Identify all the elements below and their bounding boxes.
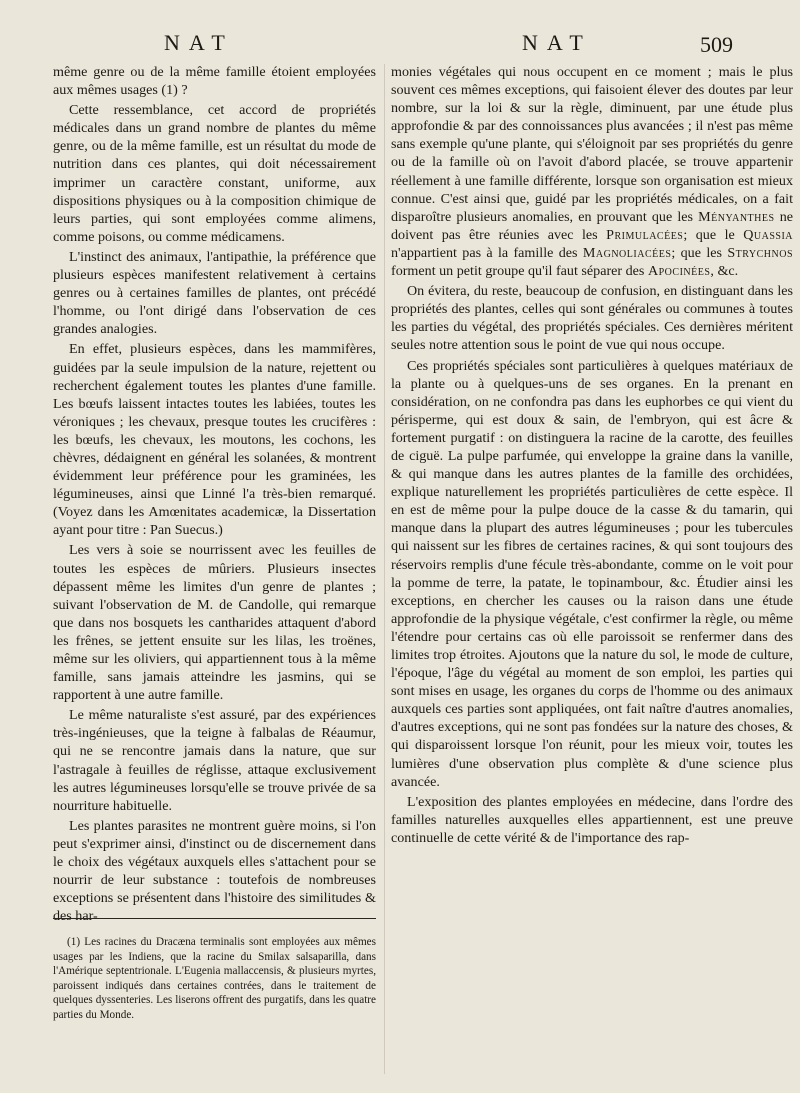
taxon-name: Ményanthes (698, 208, 775, 225)
paragraph: En effet, plusieurs espèces, dans les mammifères, guidées par la seule impulsion de la nature, rejettent ou recherchent également toutes les plantes d'une famille. Les bœufs laissent intactes toutes les labiées, toutes les véroniques ; les chevaux, presque toutes les crucifères : les bœufs, les chevaux, les moutons, les cochons, les chèvres, dédaignent en général les solanées, & montrent évidemment leur préférence pour les graminées, les légumineuses, ainsi que Linné l'a très-bien remarqué. (Voyez dans les Amœnitates academicæ, la Dissertation ayant pour titre : Pan Suecus.) (53, 341, 376, 539)
paragraph-continuation (391, 63, 793, 280)
text-run: n'appartient pas à la famille des (391, 244, 578, 261)
paragraph: Cette ressemblance, cet accord de propriétés médicales dans un grand nombre de plantes du même genre, ou de la même famille, est un résultat du mode de nutrition dans ces plantes, qui doit nécessairement imprimer un caractère constant, uniforme, aux dispositions physiques ou à la composition chimique de leurs parties, qui sont employées comme alimens, comme poisons, ou comme médicamens. (53, 102, 376, 245)
text-run: monies végétales qui nous occupent en ce moment ; mais le plus souvent ces mêmes exceptions, qui faisoient élever des doutes par leur nombre, sur la loi & sur la règle, diminuent, par une étude plus approfondie & par des connoissances plus avancées ; il n'est pas même sans exemple qu'une plante, qui s'éloignoit par ses propriétés du genre ou de la famille où on l'avoit d'abord placée, se trouve appartenir réellement à une famille différente, lorsque son organisation est mieux connue. C'est ainsi que, guidé par les propriétés médicales, on a fait disparoître plusieurs anomalies, en prouvant que les (391, 64, 793, 225)
left-column (53, 63, 376, 925)
paragraph: Les plantes parasites ne montrent guère moins, si l'on peut s'exprimer ainsi, d'instinct ou de discernement dans le choix des végétaux auxquels elles s'attachent pour se nourrir de leur substance : toutefois de nombreuses exceptions se présentent dans l'histoire des similitudes & des har- (53, 817, 376, 925)
footnote: (1) Les racines du Dracæna terminalis sont employées aux mêmes usages par les Indiens, que la racine du Smilax salsaparilla, dans l'Amérique septentrionale. L'Eugenia mallaccensis, & plusieurs myrtes, paroissent indiqués dans certaines contrées, dans le traitement de quelques dyssenteries. Les liserons offrent des purgatifs, dans les quatre parties du Monde. (53, 936, 376, 1021)
footnote-rule (53, 918, 376, 919)
text-run: ne doivent pas être réunies avec les (391, 208, 794, 243)
taxon-name: Apocinées (647, 263, 711, 280)
paragraph: L'instinct des animaux, l'antipathie, la préférence que plusieurs espèces manifestent relativement à certains genres ou à certaines familles de plantes, ont précédé l'homme, ou l'ont dirigé dans l'observation de ces grandes analogies. (53, 248, 376, 338)
paragraph: Ces propriétés spéciales sont particulières à quelques matériaux de la plante ou à quelques-uns de ses organes. En la prenant en considération, on ne confondra pas dans les euphorbes ce qui vient du périsperme, qui est doux & sain, de l'embryon, qui est âcre & fortement purgatif : on distinguera la racine de la carotte, des feuilles de ciguë. La pulpe parfumée, qui enveloppe la graine dans la vanille, & qui manque dans les autres plantes de la famille des orchidées, explique naturellement les propriétés particulières de cette espèce. Il en est de même pour la pulpe douce de la casse & du tamarin, qui manque dans la plupart des autres légumineuses ; pour les tubercules qui naissent sur les fibres de certaines racines, & qui sont toujours des réservoirs remplis d'une fécule très-abondante, comme on le voit pour la pomme de terre, la patate, le topinambour, &c. Étudier ainsi les exceptions, en chercher les causes ou la raison dans une étude approfondie de la physique végétale, c'est confirmer la règle, ou même l'étendre pour certains cas où elle paroissoit se renfermer dans des limites trop étroites. Ajoutons que la nature du sol, le mode de culture, l'époque, l'âge du végétal au moment de son emploi, les parties qui sont mises en usage, les organes du corps de l'homme ou des animaux auxquels ces parties sont appliquées, ont fait naître d'autres anomalies, d'autres exceptions, qui ne sont pas fondées sur la nature des choses, & qui disparoissent lorsque l'on réunit, pour les mieux voir, toutes les lumières d'une observation plus complète & d'une science plus avancée. (391, 357, 793, 790)
paragraph: Le même naturaliste s'est assuré, par des expériences très-ingénieuses, que la teigne à falbalas de Réaumur, qui ne se rencontre jamais dans la nature, que sur l'astragale à feuilles de réglisse, attaque exclusivement les autres légumineuses lorsqu'elle se trouve privée de sa nourriture habituelle. (53, 707, 376, 814)
right-column (391, 63, 793, 847)
taxon-name: Quassia (743, 226, 794, 243)
paragraph: On évitera, du reste, beaucoup de confusion, en distinguant dans les propriétés des plantes, celles qui sont générales ou communes à toutes les parties du végétal, des propriétés spéciales. Ces dernières méritent seules notre attention sous le point de vue qui nous occupe. (391, 283, 793, 354)
taxon-name: Primulacées (606, 226, 684, 243)
taxon-name: Strychnos (727, 244, 794, 261)
taxon-name: Magnoliacées (582, 244, 672, 261)
column-divider (384, 64, 385, 1074)
running-head-right: NAT (522, 30, 592, 55)
paragraph-continuation: même genre ou de la même famille étoient employées aux mêmes usages (1) ? (53, 64, 376, 99)
page-number: 509 (700, 32, 733, 57)
text-run: ; que le (683, 226, 735, 243)
text-run: , &c. (710, 263, 739, 280)
text-run: forment un petit groupe qu'il faut séparer des (391, 263, 645, 280)
paragraph: Les vers à soie se nourrissent avec les feuilles de toutes les espèces de mûriers. Plusieurs insectes dépassent même les limites d'un genre de plantes ; suivant l'observation de M. de Candolle, qui remarque que dans nos bosquets les cantharides attaquent d'abord les frênes, se jettent ensuite sur les lilas, les troënes, même sur les oliviers, qui appartiennent tous à la même famille, sans jamais atteindre les jasmins, qui se rapportent à une autre famille. (53, 542, 376, 704)
text-run: ; que les (671, 244, 722, 261)
running-head-left: NAT (164, 30, 234, 55)
paragraph: L'exposition des plantes employées en médecine, dans l'ordre des familles naturelles auxquelles elles appartiennent, est une preuve continuelle de cette vérité & de l'importance des rap- (391, 793, 793, 846)
